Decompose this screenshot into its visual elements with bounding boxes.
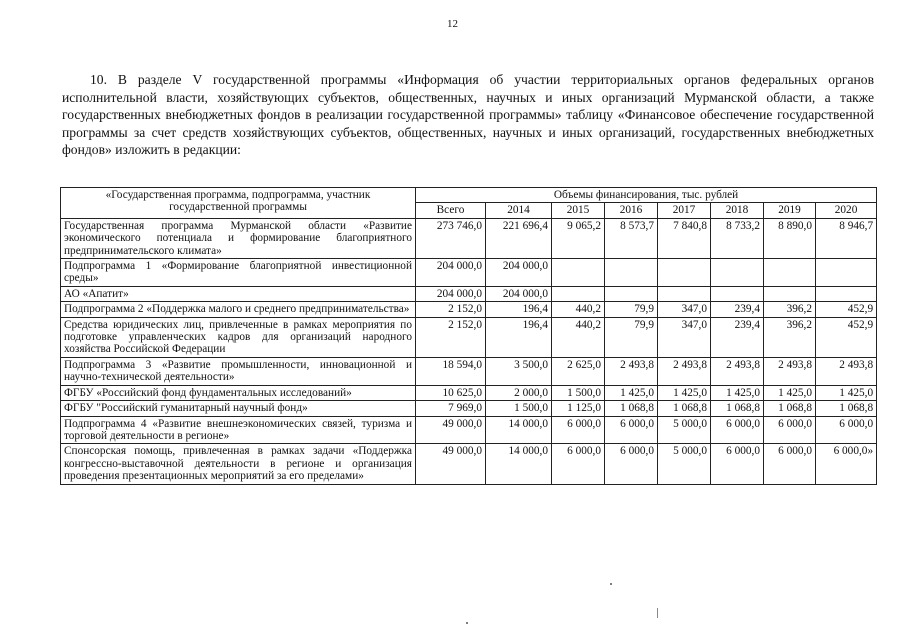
cell-value: 196,4 bbox=[486, 302, 552, 317]
cell-value: 6 000,0 bbox=[552, 416, 605, 444]
table-row bbox=[61, 286, 877, 301]
cell-value: 1 500,0 bbox=[486, 401, 552, 416]
cell-value: 6 000,0 bbox=[552, 444, 605, 484]
cell-value bbox=[816, 259, 877, 287]
cell-value: 6 000,0 bbox=[816, 416, 877, 444]
cell-value bbox=[658, 259, 711, 287]
row-label: ФГБУ «Российский фонд фундаментальных исследований» bbox=[61, 385, 416, 400]
cell-value: 452,9 bbox=[816, 317, 877, 357]
cell-value: 8 946,7 bbox=[816, 218, 877, 258]
cell-value: 396,2 bbox=[764, 302, 816, 317]
table-row bbox=[61, 416, 877, 444]
cell-value: 49 000,0 bbox=[416, 444, 486, 484]
cell-value: 347,0 bbox=[658, 317, 711, 357]
row-label: Государственная программа Мурманской области «Развитие экономического потенциала и формирование благоприятного предпринимательского климата» bbox=[61, 218, 416, 258]
cell-value: 2 152,0 bbox=[416, 317, 486, 357]
cell-value: 204 000,0 bbox=[486, 259, 552, 287]
cell-value: 8 890,0 bbox=[764, 218, 816, 258]
cell-value: 6 000,0 bbox=[764, 444, 816, 484]
cell-value: 1 068,8 bbox=[816, 401, 877, 416]
col-header: 2018 bbox=[711, 203, 764, 218]
cell-value bbox=[816, 286, 877, 301]
scan-speck bbox=[610, 583, 612, 585]
cell-value: 6 000,0 bbox=[605, 444, 658, 484]
col-header: Всего bbox=[416, 203, 486, 218]
cell-value: 1 068,8 bbox=[764, 401, 816, 416]
cell-value: 2 493,8 bbox=[658, 357, 711, 385]
intro-paragraph: 10. В разделе V государственной программы «Информация об участии территориальных органов федеральных органов исполнительной власти, хозяйствующих субъектов, общественных, научных и иных организаций Мурманской области, а также государственных внебюджетных фондов в реализации государственной программы» таблицу «Финансовое обеспечение государственной программы за счет средств хозяйствующих субъектов, общественных, научных и иных организаций, государственных внебюджетных фондов» изложить в редакции: bbox=[62, 72, 874, 158]
cell-value bbox=[658, 286, 711, 301]
cell-value: 204 000,0 bbox=[416, 259, 486, 287]
header-participant: «Государственная программа, подпрограмма, участник государственной программы bbox=[61, 188, 416, 219]
cell-value: 1 500,0 bbox=[552, 385, 605, 400]
cell-value: 1 425,0 bbox=[764, 385, 816, 400]
header-financing-volume: Объемы финансирования, тыс. рублей bbox=[416, 188, 877, 203]
cell-value: 2 152,0 bbox=[416, 302, 486, 317]
cell-value: 204 000,0 bbox=[416, 286, 486, 301]
cell-value: 239,4 bbox=[711, 302, 764, 317]
cell-value: 49 000,0 bbox=[416, 416, 486, 444]
col-header: 2020 bbox=[816, 203, 877, 218]
table-row bbox=[61, 444, 877, 484]
row-label: Спонсорская помощь, привлеченная в рамках задачи «Поддержка конгрессно-выставочной деятельности в регионе и организация проведения презентационных мероприятий за его пределами» bbox=[61, 444, 416, 484]
cell-value bbox=[605, 286, 658, 301]
cell-value: 7 840,8 bbox=[658, 218, 711, 258]
cell-value: 347,0 bbox=[658, 302, 711, 317]
cell-value: 1 068,8 bbox=[605, 401, 658, 416]
row-label: Подпрограмма 3 «Развитие промышленности, инновационной и научно-технической деятельности» bbox=[61, 357, 416, 385]
cell-value bbox=[711, 286, 764, 301]
row-label: ФГБУ "Российский гуманитарный научный фонд» bbox=[61, 401, 416, 416]
cell-value: 79,9 bbox=[605, 317, 658, 357]
cell-value: 440,2 bbox=[552, 302, 605, 317]
cell-value bbox=[764, 286, 816, 301]
cell-value: 8 733,2 bbox=[711, 218, 764, 258]
cell-value: 6 000,0 bbox=[711, 416, 764, 444]
cell-value: 6 000,0 bbox=[711, 444, 764, 484]
cell-value: 273 746,0 bbox=[416, 218, 486, 258]
cell-value: 452,9 bbox=[816, 302, 877, 317]
cell-value: 1 425,0 bbox=[658, 385, 711, 400]
cell-value: 6 000,0 bbox=[605, 416, 658, 444]
financing-table bbox=[60, 187, 877, 485]
cell-value: 221 696,4 bbox=[486, 218, 552, 258]
col-header: 2015 bbox=[552, 203, 605, 218]
cell-value: 1 125,0 bbox=[552, 401, 605, 416]
table-row bbox=[61, 401, 877, 416]
table-header-row bbox=[61, 188, 877, 203]
table-row bbox=[61, 218, 877, 258]
cell-value: 1 425,0 bbox=[605, 385, 658, 400]
table-row bbox=[61, 317, 877, 357]
cell-value bbox=[552, 286, 605, 301]
table-row bbox=[61, 302, 877, 317]
row-label: Подпрограмма 2 «Поддержка малого и среднего предпринимательства» bbox=[61, 302, 416, 317]
cell-value: 2 493,8 bbox=[605, 357, 658, 385]
table-row bbox=[61, 385, 877, 400]
col-header: 2017 bbox=[658, 203, 711, 218]
row-label: Средства юридических лиц, привлеченные в рамках мероприятия по подготовке управленческих кадров для организаций народного хозяйства Российской Федерации bbox=[61, 317, 416, 357]
row-label: АО «Апатит» bbox=[61, 286, 416, 301]
cell-value: 6 000,0 bbox=[764, 416, 816, 444]
cell-value: 440,2 bbox=[552, 317, 605, 357]
cell-value: 2 000,0 bbox=[486, 385, 552, 400]
cell-value: 196,4 bbox=[486, 317, 552, 357]
cell-value: 18 594,0 bbox=[416, 357, 486, 385]
row-label: Подпрограмма 1 «Формирование благоприятной инвестиционной среды» bbox=[61, 259, 416, 287]
cell-value bbox=[764, 259, 816, 287]
cell-value: 1 068,8 bbox=[658, 401, 711, 416]
cell-value: 239,4 bbox=[711, 317, 764, 357]
cell-value: 1 425,0 bbox=[711, 385, 764, 400]
cell-value: 9 065,2 bbox=[552, 218, 605, 258]
cell-value: 6 000,0» bbox=[816, 444, 877, 484]
page-number: 12 bbox=[447, 18, 458, 30]
col-header: 2014 bbox=[486, 203, 552, 218]
cell-value: 5 000,0 bbox=[658, 444, 711, 484]
cell-value: 204 000,0 bbox=[486, 286, 552, 301]
cell-value: 2 625,0 bbox=[552, 357, 605, 385]
scan-speck bbox=[466, 622, 468, 624]
cell-value: 1 425,0 bbox=[816, 385, 877, 400]
col-header: 2019 bbox=[764, 203, 816, 218]
cell-value: 14 000,0 bbox=[486, 444, 552, 484]
table-row bbox=[61, 357, 877, 385]
cell-value: 3 500,0 bbox=[486, 357, 552, 385]
cell-value: 5 000,0 bbox=[658, 416, 711, 444]
cell-value: 8 573,7 bbox=[605, 218, 658, 258]
cell-value: 2 493,8 bbox=[711, 357, 764, 385]
row-label: Подпрограмма 4 «Развитие внешнеэкономических связей, туризма и торговой деятельности в регионе» bbox=[61, 416, 416, 444]
cell-value: 396,2 bbox=[764, 317, 816, 357]
cell-value: 2 493,8 bbox=[764, 357, 816, 385]
table-row bbox=[61, 259, 877, 287]
cell-value bbox=[711, 259, 764, 287]
cell-value: 7 969,0 bbox=[416, 401, 486, 416]
col-header: 2016 bbox=[605, 203, 658, 218]
cell-value: 14 000,0 bbox=[486, 416, 552, 444]
scan-mark bbox=[657, 608, 658, 618]
cell-value bbox=[605, 259, 658, 287]
cell-value: 79,9 bbox=[605, 302, 658, 317]
cell-value: 2 493,8 bbox=[816, 357, 877, 385]
cell-value: 1 068,8 bbox=[711, 401, 764, 416]
cell-value: 10 625,0 bbox=[416, 385, 486, 400]
cell-value bbox=[552, 259, 605, 287]
